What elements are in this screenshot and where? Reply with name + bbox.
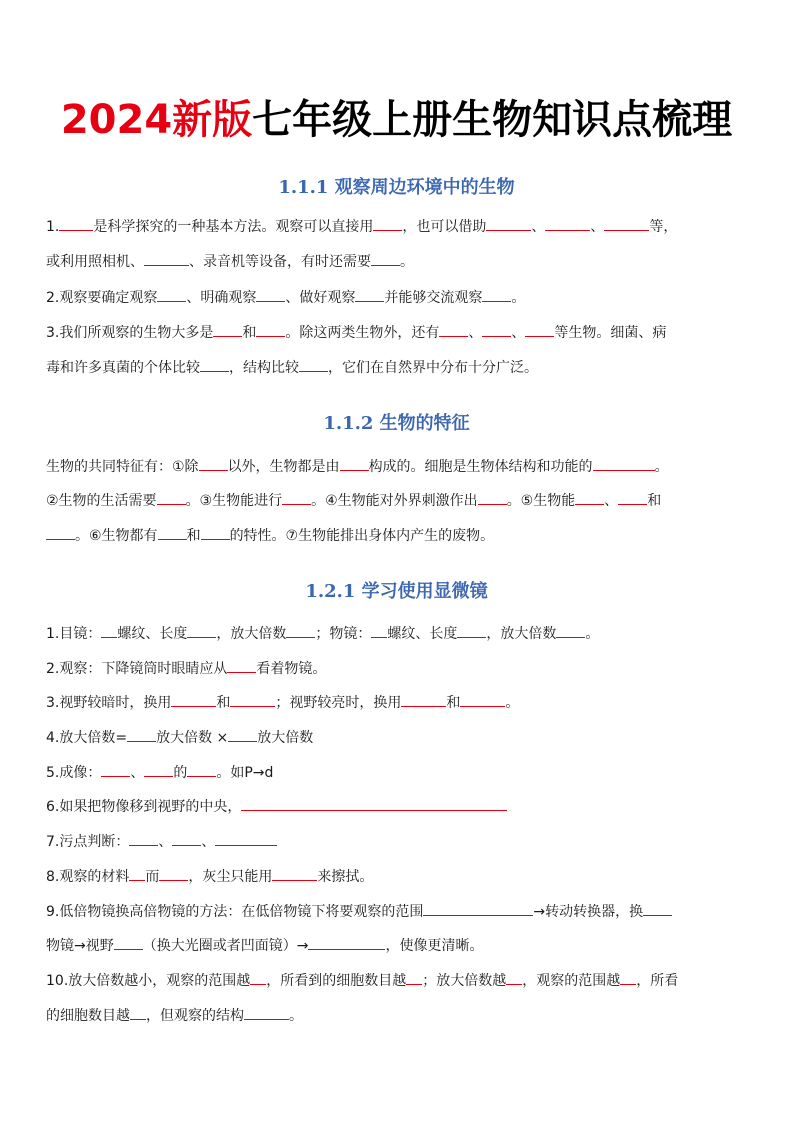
fill-blank[interactable] [187,762,216,777]
text-line: 物镜→视野 （换大光圈或者凹面镜）→ ，使像更清晰。 [46,935,750,956]
text-line: 或利用照相机、 、录音机等设备，有时还需要 。 [46,251,750,272]
fill-blank[interactable] [213,322,242,337]
text-line: 2.观察：下降镜筒时眼睛应从 看着物镜。 [46,658,750,679]
fill-blank[interactable] [256,322,285,337]
text-line: 生物的共同特征有：①除 以外，生物都是由 构成的。细胞是生物体结构和功能的 。 [46,456,750,477]
page-title [0,92,793,148]
fill-blank[interactable] [228,727,257,742]
fill-blank[interactable] [340,456,369,471]
fill-blank[interactable] [282,490,311,505]
fill-blank[interactable] [172,831,201,846]
fill-blank[interactable] [593,456,655,471]
title-year: 2024新版 [60,97,253,143]
fill-blank[interactable] [59,216,93,231]
fill-blank[interactable] [575,490,604,505]
text-line: 毒和许多真菌的个体比较 ，结构比较 ，它们在自然界中分布十分广泛。 [46,357,750,378]
fill-blank[interactable] [478,490,507,505]
fill-blank[interactable] [604,216,649,231]
fill-blank[interactable] [525,322,554,337]
section-heading-1-2-1: 1.2.1 学习使用显微镜 [305,581,488,602]
fill-blank[interactable] [643,901,672,916]
fill-blank[interactable] [215,831,277,846]
text-line: ②生物的生活需要 。③生物能进行 。④生物能对外界刺激作出 。⑤生物能 、 和 [46,490,750,511]
fill-blank[interactable] [457,623,486,638]
fill-blank[interactable] [144,762,173,777]
text-line: 1. 是科学探究的一种基本方法。观察可以直接用 ，也可以借助 、 、 等， [46,216,750,237]
fill-blank[interactable] [373,216,402,231]
text-line: 3.视野较暗时，换用 和 ；视野较亮时，换用 和 。 [46,692,750,713]
fill-blank[interactable] [299,357,328,372]
text-line: 10.放大倍数越小，观察的范围越 ，所看到的细胞数目越 ；放大倍数越 ，观察的范围越 ，所看 [46,970,750,991]
fill-blank[interactable] [157,287,186,302]
fill-blank[interactable] [286,623,315,638]
fill-blank[interactable] [159,866,188,881]
fill-blank[interactable] [114,935,143,950]
fill-blank[interactable] [308,935,385,950]
fill-blank[interactable] [129,831,158,846]
fill-blank[interactable] [144,251,189,266]
fill-blank[interactable] [171,692,216,707]
text-line: 9.低倍物镜换高倍物镜的方法：在低倍物镜下将要观察的范围 →转动转换器，换 [46,901,750,922]
text-line: 7.污点判断： 、 、 [46,831,750,852]
fill-blank[interactable] [506,970,522,985]
fill-blank[interactable] [187,623,216,638]
fill-blank[interactable] [423,901,533,916]
fill-blank[interactable] [199,456,228,471]
text-line: 。⑥生物都有 和 的特性。⑦生物能排出身体内产生的废物。 [46,525,750,546]
fill-blank[interactable] [101,623,117,638]
fill-blank[interactable] [130,1005,146,1020]
text-line: 的细胞数目越 ，但观察的结构 。 [46,1005,750,1026]
section-heading-1-1-1: 1.1.1 观察周边环境中的生物 [278,177,515,198]
fill-blank[interactable] [201,525,230,540]
fill-blank[interactable] [482,322,511,337]
fill-blank[interactable] [556,623,585,638]
fill-blank[interactable] [230,692,275,707]
text-line: 2.观察要确定观察 、明确观察 、做好观察 并能够交流观察 。 [46,287,750,308]
fill-blank[interactable] [158,525,187,540]
text-line: 6.如果把物像移到视野的中央， [46,796,750,817]
fill-blank[interactable] [486,216,531,231]
fill-blank[interactable] [272,866,317,881]
fill-blank[interactable] [241,796,507,811]
fill-blank[interactable] [401,692,446,707]
fill-blank[interactable] [355,287,384,302]
fill-blank[interactable] [46,525,75,540]
text-line: 1.目镜： 螺纹、长度 ，放大倍数 ；物镜： 螺纹、长度 ，放大倍数 。 [46,623,750,644]
fill-blank[interactable] [127,727,156,742]
section-heading-1-1-2: 1.1.2 生物的特征 [323,413,470,434]
fill-blank[interactable] [371,623,387,638]
fill-blank[interactable] [439,322,468,337]
title-subject: 七年级上册生物知识点梳理 [252,97,733,143]
fill-blank[interactable] [244,1005,289,1020]
fill-blank[interactable] [406,970,422,985]
fill-blank[interactable] [371,251,400,266]
fill-blank[interactable] [618,490,647,505]
fill-blank[interactable] [200,357,229,372]
fill-blank[interactable] [256,287,285,302]
fill-blank[interactable] [157,490,186,505]
fill-blank[interactable] [250,970,266,985]
text-line: 4.放大倍数= 放大倍数 × 放大倍数 [46,727,750,748]
fill-blank[interactable] [101,762,130,777]
fill-blank[interactable] [482,287,511,302]
text-line: 3.我们所观察的生物大多是 和 。除这两类生物外，还有 、 、 等生物。细菌、病 [46,322,750,343]
fill-blank[interactable] [227,658,256,673]
text-line: 8.观察的材料 而 ，灰尘只能用 来擦拭。 [46,866,750,887]
fill-blank[interactable] [545,216,590,231]
fill-blank[interactable] [620,970,636,985]
text-line: 5.成像： 、 的 。如P→d [46,762,750,783]
fill-blank[interactable] [460,692,505,707]
fill-blank[interactable] [129,866,145,881]
